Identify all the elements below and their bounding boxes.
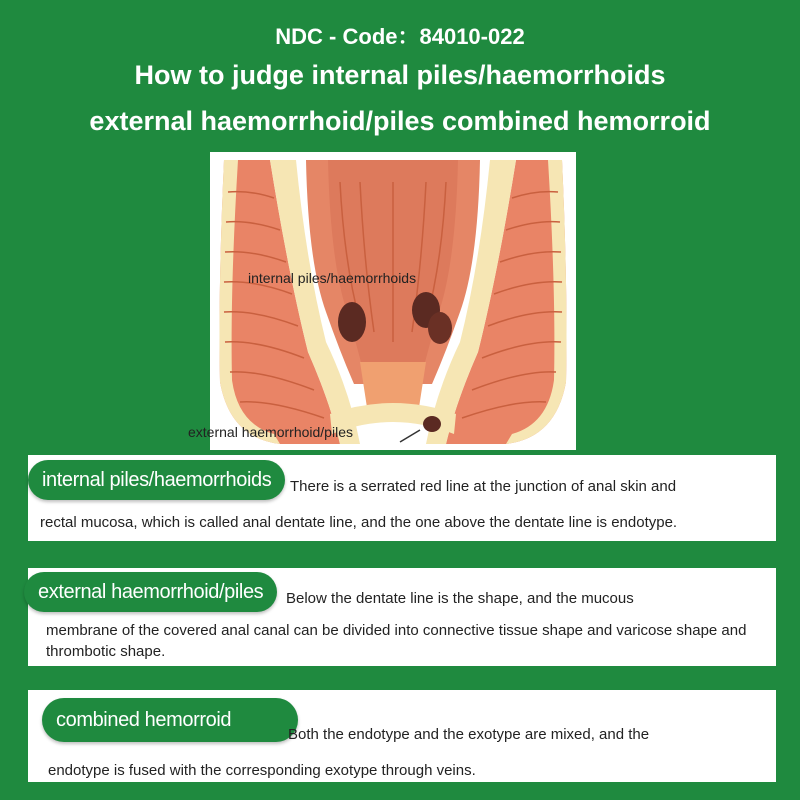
ndc-code: NDC - Code：84010-022 [275,24,525,49]
internal-pile-left [338,302,366,342]
card-combined [28,690,776,782]
internal-pile-right-2 [428,312,452,344]
pill-internal-piles: internal piles/haemorrhoids [28,460,285,500]
card-combined-text: endotype is fused with the corresponding exotype through veins. [48,762,476,779]
anatomy-drawing [210,152,576,450]
card-external-lead: Below the dentate line is the shape, and the mucous [286,590,634,607]
page-title-line-2: external haemorrhoid/piles combined hemorroid [89,106,711,136]
pill-combined: combined hemorroid [42,698,298,742]
card-internal-text: rectal mucosa, which is called anal dentate line, and the one above the dentate line is endotype. [40,514,678,531]
external-pile [423,416,441,432]
anatomy-illustration [210,152,576,450]
label-internal-piles: internal piles/haemorrhoids [248,270,417,286]
card-external-piles [28,568,776,666]
card-combined-lead: Both the endotype and the exotype are mixed, and the [288,726,650,743]
label-external-piles: external haemorrhoid/piles [188,424,353,440]
pill-external-piles: external haemorrhoid/piles [24,572,277,612]
card-internal-piles [28,455,776,541]
card-external-text: membrane of the covered anal canal can be divided into connective tissue shape and varicose shape and thrombotic shape. [46,622,747,660]
card-internal-lead: There is a serrated red line at the junction of anal skin and [290,478,677,495]
page-title-line-1: How to judge internal piles/haemorrhoids [134,60,666,90]
pointer-arrow [400,430,420,442]
